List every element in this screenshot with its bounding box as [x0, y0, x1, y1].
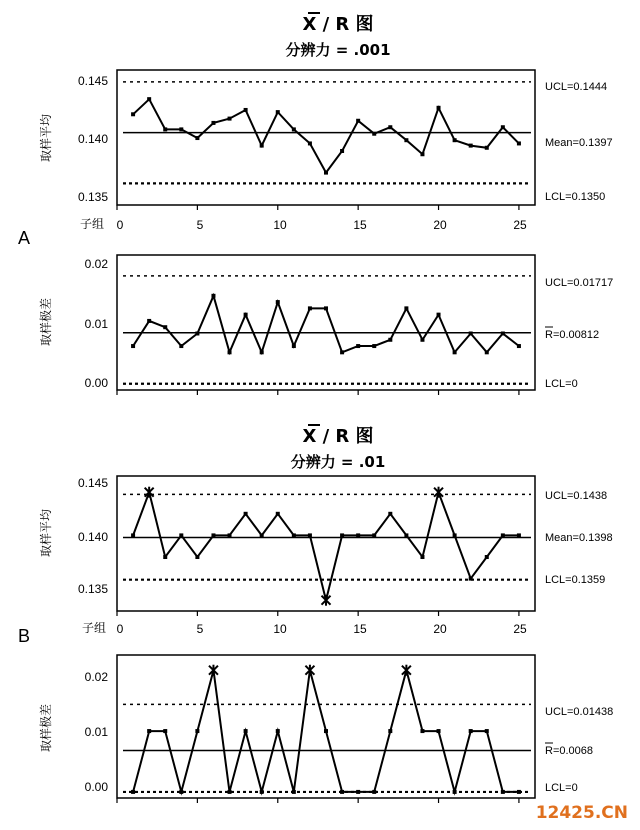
- panel-a-subtitle: 分辨力 = .001: [285, 41, 391, 59]
- panel-b-xtick-5: 5: [196, 622, 204, 636]
- panel-a-range-point: [244, 313, 248, 317]
- panel-a-xbar-point: [469, 144, 473, 148]
- panel-b-xbar-point: [404, 533, 408, 537]
- panel-a-range-point: [292, 344, 296, 348]
- panel-a-xbar-point: [517, 141, 521, 145]
- panel-a-range-point: [179, 344, 183, 348]
- panel-a-xbar-point: [404, 138, 408, 142]
- panel-a-range-point: [372, 344, 376, 348]
- panel-a-xbar-lcl-label: LCL=0.1350: [545, 191, 606, 203]
- panel-a-xtick-10: 10: [273, 218, 287, 232]
- panel-b-xbar-point: [356, 533, 360, 537]
- panel-a-xbar-point: [340, 149, 344, 153]
- panel-a-title: X / R 图: [302, 14, 374, 35]
- panel-b-range-point: [388, 729, 392, 733]
- panel-a-range-point: [469, 331, 473, 335]
- panel-a-range-point: [437, 313, 441, 317]
- panel-a-range-point: [276, 300, 280, 304]
- panel-b-range-point: [147, 729, 151, 733]
- panel-b-xbar-point: [485, 555, 489, 559]
- panel-b-label: B: [18, 626, 31, 646]
- panel-a-xtick-15: 15: [353, 218, 367, 232]
- panel-b-xbar-mean-label: Mean=0.1398: [545, 532, 613, 544]
- panel-a-xbar-point: [260, 144, 264, 148]
- panel-b-xbar-frame: [117, 476, 535, 611]
- panel-a-xtick-25: 25: [513, 218, 527, 232]
- panel-a-range-point: [420, 338, 424, 342]
- panel-b-range-point-out-of-control: [305, 665, 314, 676]
- panel-b-range-plot: [117, 665, 531, 803]
- panel-a-xbar-ytick-0145: 0.145: [77, 74, 108, 88]
- panel-b-range-point: [517, 790, 521, 794]
- panel-b-xbar-lcl-label: LCL=0.1359: [545, 574, 606, 586]
- panel-b-range-point: [453, 790, 457, 794]
- panel-a-xbar-ytick-0135: 0.135: [77, 190, 108, 204]
- panel-a-xbar-point: [244, 108, 248, 112]
- panel-a-xbar-point: [308, 141, 312, 145]
- panel-a-range-point: [131, 344, 135, 348]
- panel-b-xbar-point: [340, 533, 344, 537]
- panel-a-label: A: [18, 228, 31, 248]
- panel-a-xbar-point: [211, 121, 215, 125]
- panel-a-xbar-point: [228, 117, 232, 121]
- panel-b-xbar-point-out-of-control: [322, 595, 331, 606]
- panel-a-range-ytick-000: 0.00: [84, 376, 108, 390]
- panel-b-xbar-point: [260, 533, 264, 537]
- panel-a-xbar-point: [485, 146, 489, 150]
- panel-b-xbar-point: [163, 555, 167, 559]
- panel-b-xtick-20: 20: [433, 622, 447, 636]
- panel-b-xbar-point: [228, 533, 232, 537]
- panel-a-range-ytick-001: 0.01: [84, 317, 108, 331]
- panel-a-xbar-point: [388, 125, 392, 129]
- panel-b-xbar-point: [517, 533, 521, 537]
- panel-b-xbar-point: [179, 533, 183, 537]
- panel-a-xbar-point: [453, 138, 457, 142]
- panel-b-range-mean-label: R=0.0068: [545, 745, 594, 757]
- panel-b-xbar-point: [388, 512, 392, 516]
- panel-b-range-point: [437, 729, 441, 733]
- panel-b-range-point: [356, 790, 360, 794]
- panel-a-range-point: [340, 350, 344, 354]
- panel-a-range-point: [163, 325, 167, 329]
- panel-a-range-point: [485, 350, 489, 354]
- panel-b-xbar-point: [131, 533, 135, 537]
- panel-a-xbar-series-line: [133, 99, 519, 172]
- panel-a-range-point: [211, 294, 215, 298]
- panel-a-xbar-point: [179, 127, 183, 131]
- panel-b-xbar-point-out-of-control: [434, 487, 443, 498]
- panel-a-xbar-point: [163, 127, 167, 131]
- panel-b-range-point: [276, 729, 280, 733]
- panel-a-xbar-point: [292, 127, 296, 131]
- panel-a-range-series-line: [133, 296, 519, 353]
- panel-a-xtick-5: 5: [196, 218, 204, 232]
- panel-b-xtick-25: 25: [513, 622, 527, 636]
- panel-b-xaxis-label: 子组: [82, 621, 107, 635]
- panel-b-xbar-point: [308, 533, 312, 537]
- panel-a-xbar-point: [276, 110, 280, 114]
- panel-b-range-point: [131, 790, 135, 794]
- panel-a-xbar-ylabel: 取样平均: [39, 113, 53, 163]
- panel-b-xbar-point: [276, 512, 280, 516]
- panel-b-range-point: [420, 729, 424, 733]
- panel-b-range-point: [340, 790, 344, 794]
- panel-b-xbar-point: [469, 577, 473, 581]
- panel-a-range-point: [147, 319, 151, 323]
- panel-a-range-point: [404, 306, 408, 310]
- panel-a-range-point: [324, 306, 328, 310]
- panel-b-xbar-ytick-0140: 0.140: [77, 530, 108, 544]
- panel-b-range-point: [501, 790, 505, 794]
- panel-a-range-point: [356, 344, 360, 348]
- watermark-logo: 12425.CN: [535, 803, 628, 823]
- panel-a-xbar-ucl-label: UCL=0.1444: [545, 81, 608, 93]
- panel-b-xbar-plot: [117, 487, 531, 616]
- panel-a-xbar-ytick-0140: 0.140: [77, 132, 108, 146]
- panel-b-xbar-ytick-0145: 0.145: [77, 476, 108, 490]
- panel-a-xbar-mean-label: Mean=0.1397: [545, 137, 613, 149]
- panel-a-xbar-point: [420, 152, 424, 156]
- panel-a-xbar-frame: [117, 70, 535, 205]
- panel-b-xbar-ylabel: 取样平均: [39, 508, 53, 558]
- panel-b-range-point: [244, 729, 248, 733]
- panel-b-xbar-point-out-of-control: [145, 487, 154, 498]
- panel-b-xbar-point: [372, 533, 376, 537]
- panel-a-xbar-point: [356, 119, 360, 123]
- panel-a-xtick-0: 0: [116, 218, 124, 232]
- panel-b-range-point: [469, 729, 473, 733]
- panel-a-range-point: [308, 306, 312, 310]
- panel-b-xtick-15: 15: [353, 622, 367, 636]
- panel-b-xbar-ytick-0135: 0.135: [77, 582, 108, 596]
- panel-a-xbar-point: [195, 136, 199, 140]
- panel-b-xbar-point: [501, 533, 505, 537]
- panel-b-range-ytick-002: 0.02: [84, 670, 108, 684]
- panel-a-xbar-point: [131, 112, 135, 116]
- panel-a-xbar-point: [501, 125, 505, 129]
- panel-a-range-point: [260, 350, 264, 354]
- panel-b-range-point: [179, 790, 183, 794]
- panel-b-subtitle: 分辨力 = .01: [290, 453, 386, 471]
- panel-a-range-ytick-002: 0.02: [84, 257, 108, 271]
- panel-b-xbar-point: [420, 555, 424, 559]
- panel-a-range-ylabel: 取样极差: [39, 297, 53, 347]
- panel-b-xtick-0: 0: [116, 622, 124, 636]
- panel-a-xbar-point: [324, 171, 328, 175]
- panel-b-title: X / R 图: [302, 426, 374, 447]
- panel-b-range-ytick-001: 0.01: [84, 725, 108, 739]
- panel-b-range-point: [372, 790, 376, 794]
- panel-a-range-point: [453, 350, 457, 354]
- panel-b-range-point: [195, 729, 199, 733]
- panel-a-range-point: [195, 331, 199, 335]
- panel-b-range-lcl-label: LCL=0: [545, 782, 578, 794]
- panel-a-xbar-point: [372, 132, 376, 136]
- panel-a-range-mean-label: R=0.00812: [545, 329, 600, 341]
- panel-a-xtick-20: 20: [433, 218, 447, 232]
- panel-a-range-point: [228, 350, 232, 354]
- panel-b-range-point-out-of-control: [209, 665, 218, 676]
- panel-b-range-ucl-label: UCL=0.01438: [545, 706, 614, 718]
- panel-a-range-ucl-label: UCL=0.01717: [545, 277, 614, 289]
- panel-a-range-lcl-label: LCL=0: [545, 378, 578, 390]
- panel-b-range-point: [260, 790, 264, 794]
- panel-b-xbar-point: [453, 533, 457, 537]
- panel-b-range-point: [163, 729, 167, 733]
- panel-b-range-point-out-of-control: [402, 665, 411, 676]
- panel-b-xbar-point: [195, 555, 199, 559]
- panel-b-xbar-point: [292, 533, 296, 537]
- panel-a-range-point: [501, 331, 505, 335]
- panel-b-xbar-series-line: [133, 492, 519, 600]
- panel-a-range-point: [388, 338, 392, 342]
- panel-b-xtick-10: 10: [273, 622, 287, 636]
- panel-b-range-frame: [117, 655, 535, 798]
- panel-b-xbar-point: [244, 512, 248, 516]
- panel-b-range-point: [228, 790, 232, 794]
- panel-b-range-ylabel: 取样极差: [39, 703, 53, 753]
- panel-a-xbar-point: [147, 97, 151, 101]
- panel-b-xbar-point: [211, 533, 215, 537]
- panel-a-xbar-plot: [117, 82, 531, 210]
- panel-b-range-point: [324, 729, 328, 733]
- panel-a-xaxis-label: 子组: [80, 217, 105, 231]
- panel-a-xbar-point: [437, 106, 441, 110]
- panel-b-range-point: [292, 790, 296, 794]
- panel-a-range-plot: [117, 276, 531, 395]
- panel-a-range-point: [517, 344, 521, 348]
- panel-b-xbar-ucl-label: UCL=0.1438: [545, 490, 608, 502]
- panel-b-range-ytick-000: 0.00: [84, 780, 108, 794]
- panel-b-range-point: [485, 729, 489, 733]
